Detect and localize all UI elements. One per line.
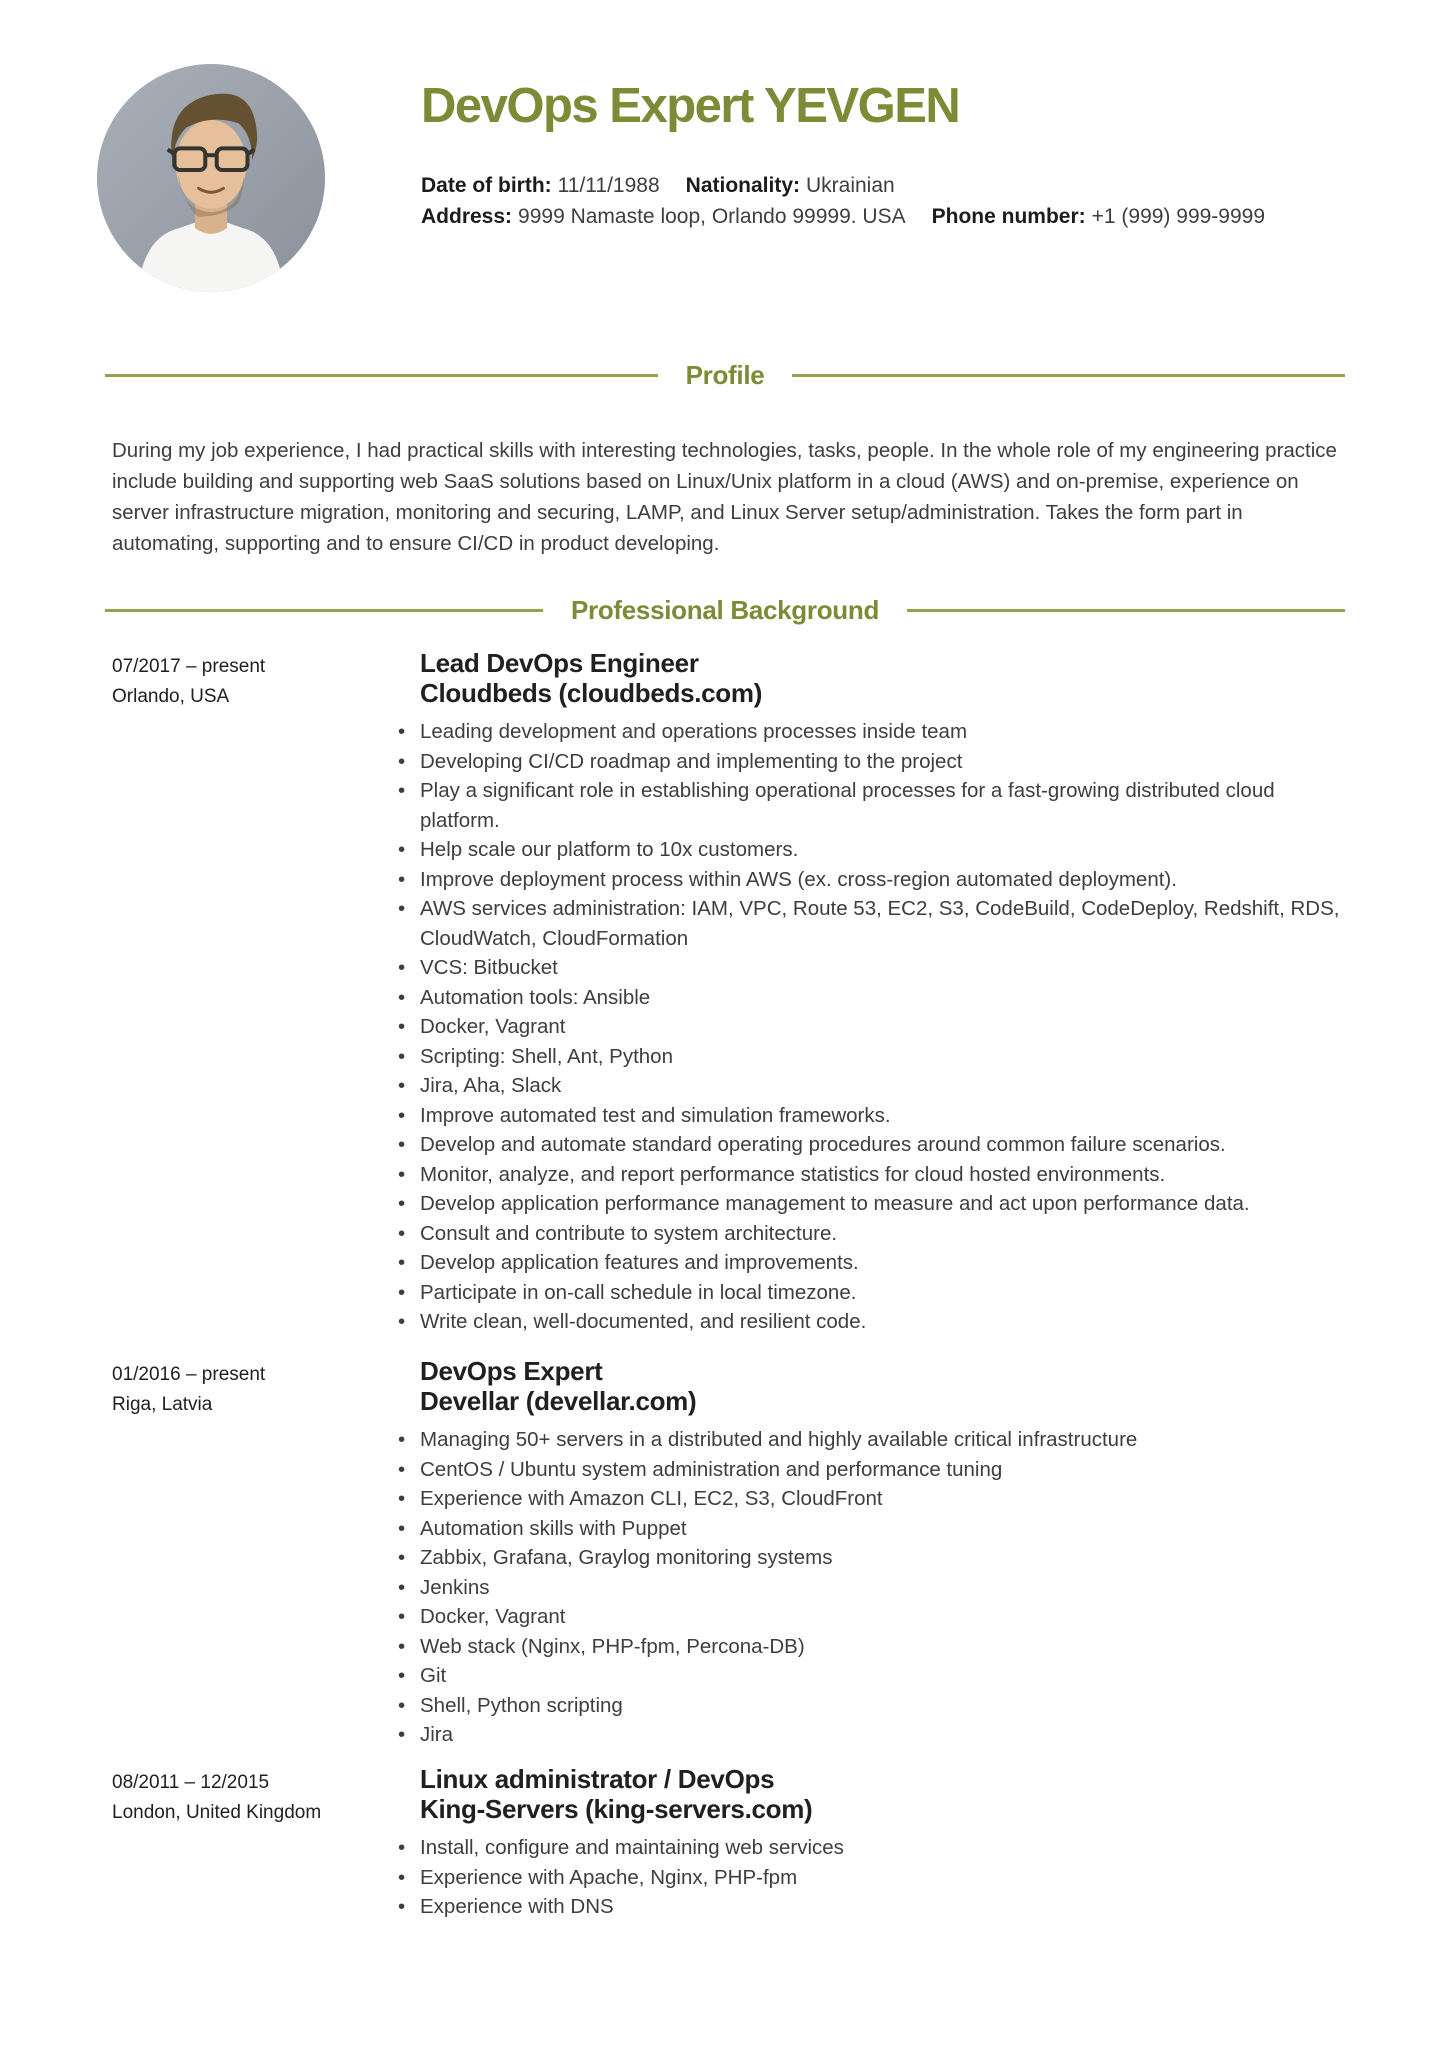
divider-line (907, 609, 1345, 612)
bullet-item: • Write clean, well-documented, and resilient code. (420, 1307, 1348, 1337)
bullet-item: • Automation skills with Puppet (420, 1514, 1348, 1544)
bullet-item: • Develop application performance management to measure and act upon performance data. (420, 1189, 1348, 1219)
bullet-item: • Install, configure and maintaining web services (420, 1833, 1348, 1863)
job-location: Orlando, USA (112, 686, 230, 707)
bullet-item: • Develop application features and improvements. (420, 1248, 1348, 1278)
bullet-item: • Zabbix, Grafana, Graylog monitoring systems (420, 1543, 1348, 1573)
job-meta (112, 1764, 420, 1922)
bullet-item: • Automation tools: Ansible (420, 983, 1348, 1013)
bullet-item: • Improve automated test and simulation frameworks. (420, 1101, 1348, 1131)
bullet-item: • Web stack (Nginx, PHP-fpm, Percona-DB) (420, 1632, 1348, 1662)
bullet-item: • AWS services administration: IAM, VPC, Route 53, EC2, S3, CodeBuild, CodeDeploy, Redshift, RDS, CloudWatch, CloudFormation (420, 894, 1348, 953)
profile-section-header (105, 360, 1345, 391)
bullet-item: • Docker, Vagrant (420, 1012, 1348, 1042)
info-line-2 (421, 201, 1351, 232)
profile-photo (97, 64, 325, 292)
job-company: King-Servers (king-servers.com) (420, 1794, 813, 1824)
job-role: Linux administrator / DevOps (420, 1764, 775, 1794)
divider-line (105, 609, 543, 612)
bullet-item: • Monitor, analyze, and report performance statistics for cloud hosted environments. (420, 1160, 1348, 1190)
bullet-item: • Managing 50+ servers in a distributed and highly available critical infrastructure (420, 1425, 1348, 1455)
bullet-item: • Play a significant role in establishing operational processes for a fast-growing distributed cloud platform. (420, 776, 1348, 835)
divider-line (105, 374, 658, 377)
bullet-item: • Participate in on-call schedule in local timezone. (420, 1278, 1348, 1308)
bullet-item: • Experience with DNS (420, 1892, 1348, 1922)
nationality: Nationality: Ukrainian (685, 174, 895, 197)
bullet-item: • Git (420, 1661, 1348, 1691)
job-company: Devellar (devellar.com) (420, 1386, 697, 1416)
portrait-illustration (97, 64, 325, 292)
bullet-item: • Developing CI/CD roadmap and implementing to the project (420, 747, 1348, 777)
job-bullet-list (420, 1425, 1348, 1750)
personal-info (421, 170, 1351, 232)
job-details (420, 1356, 1348, 1750)
background-section-title: Professional Background (570, 595, 880, 625)
job-location: Riga, Latvia (112, 1394, 213, 1415)
bullet-item: • Jira (420, 1720, 1348, 1750)
bullet-item: • CentOS / Ubuntu system administration and performance tuning (420, 1455, 1348, 1485)
bullet-item: • Scripting: Shell, Ant, Python (420, 1042, 1348, 1072)
bullet-item: • Shell, Python scripting (420, 1691, 1348, 1721)
divider-line (792, 374, 1345, 377)
background-section-header (105, 595, 1345, 626)
bullet-item: • Jenkins (420, 1573, 1348, 1603)
info-line-1 (421, 170, 1351, 201)
header (421, 78, 1351, 232)
job-entry-king-servers (112, 1764, 1348, 1922)
phone-number: Phone number: +1 (999) 999-9999 (931, 205, 1266, 228)
job-dates: 08/2011 – 12/2015 (112, 1772, 270, 1793)
job-company: Cloudbeds (cloudbeds.com) (420, 678, 763, 708)
bullet-item: • Help scale our platform to 10x customers. (420, 835, 1348, 865)
bullet-item: • VCS: Bitbucket (420, 953, 1348, 983)
job-role: DevOps Expert (420, 1356, 603, 1386)
bullet-item: • Develop and automate standard operating procedures around common failure scenarios. (420, 1130, 1348, 1160)
address: Address: 9999 Namaste loop, Orlando 99999. USA (421, 205, 906, 228)
job-dates: 01/2016 – present (112, 1364, 266, 1385)
job-bullet-list (420, 1833, 1348, 1922)
profile-summary: During my job experience, I had practical skills with interesting technologies, tasks, people. In the whole role of my engineering practice include building and supporting web SaaS solutions based on Linux/Unix platform in a cloud (AWS) and on-premise, experience on server infrastructure migration, monitoring and securing, LAMP, and Linux Server setup/administration. Takes the form part in automating, supporting and to ensure CI/CD in product developing. (112, 438, 1337, 555)
bullet-item: • Jira, Aha, Slack (420, 1071, 1348, 1101)
bullet-item: • Experience with Apache, Nginx, PHP-fpm (420, 1863, 1348, 1893)
job-dates: 07/2017 – present (112, 656, 266, 677)
job-entry-cloudbeds (112, 648, 1348, 1337)
job-details (420, 648, 1348, 1337)
job-meta (112, 1356, 420, 1750)
bullet-item: • Experience with Amazon CLI, EC2, S3, CloudFront (420, 1484, 1348, 1514)
bullet-item: • Consult and contribute to system architecture. (420, 1219, 1348, 1249)
bullet-item: • Improve deployment process within AWS (ex. cross-region automated deployment). (420, 865, 1348, 895)
job-meta (112, 648, 420, 1337)
job-bullet-list (420, 717, 1348, 1337)
bullet-item: • Leading development and operations processes inside team (420, 717, 1348, 747)
job-location: London, United Kingdom (112, 1802, 322, 1823)
bullet-item: • Docker, Vagrant (420, 1602, 1348, 1632)
job-role: Lead DevOps Engineer (420, 648, 699, 678)
date-of-birth: Date of birth: 11/11/1988 (421, 174, 660, 197)
resume-name: DevOps Expert YEVGEN (421, 79, 960, 133)
job-entry-devellar (112, 1356, 1348, 1750)
job-details (420, 1764, 1348, 1922)
profile-section-title: Profile (685, 360, 765, 390)
